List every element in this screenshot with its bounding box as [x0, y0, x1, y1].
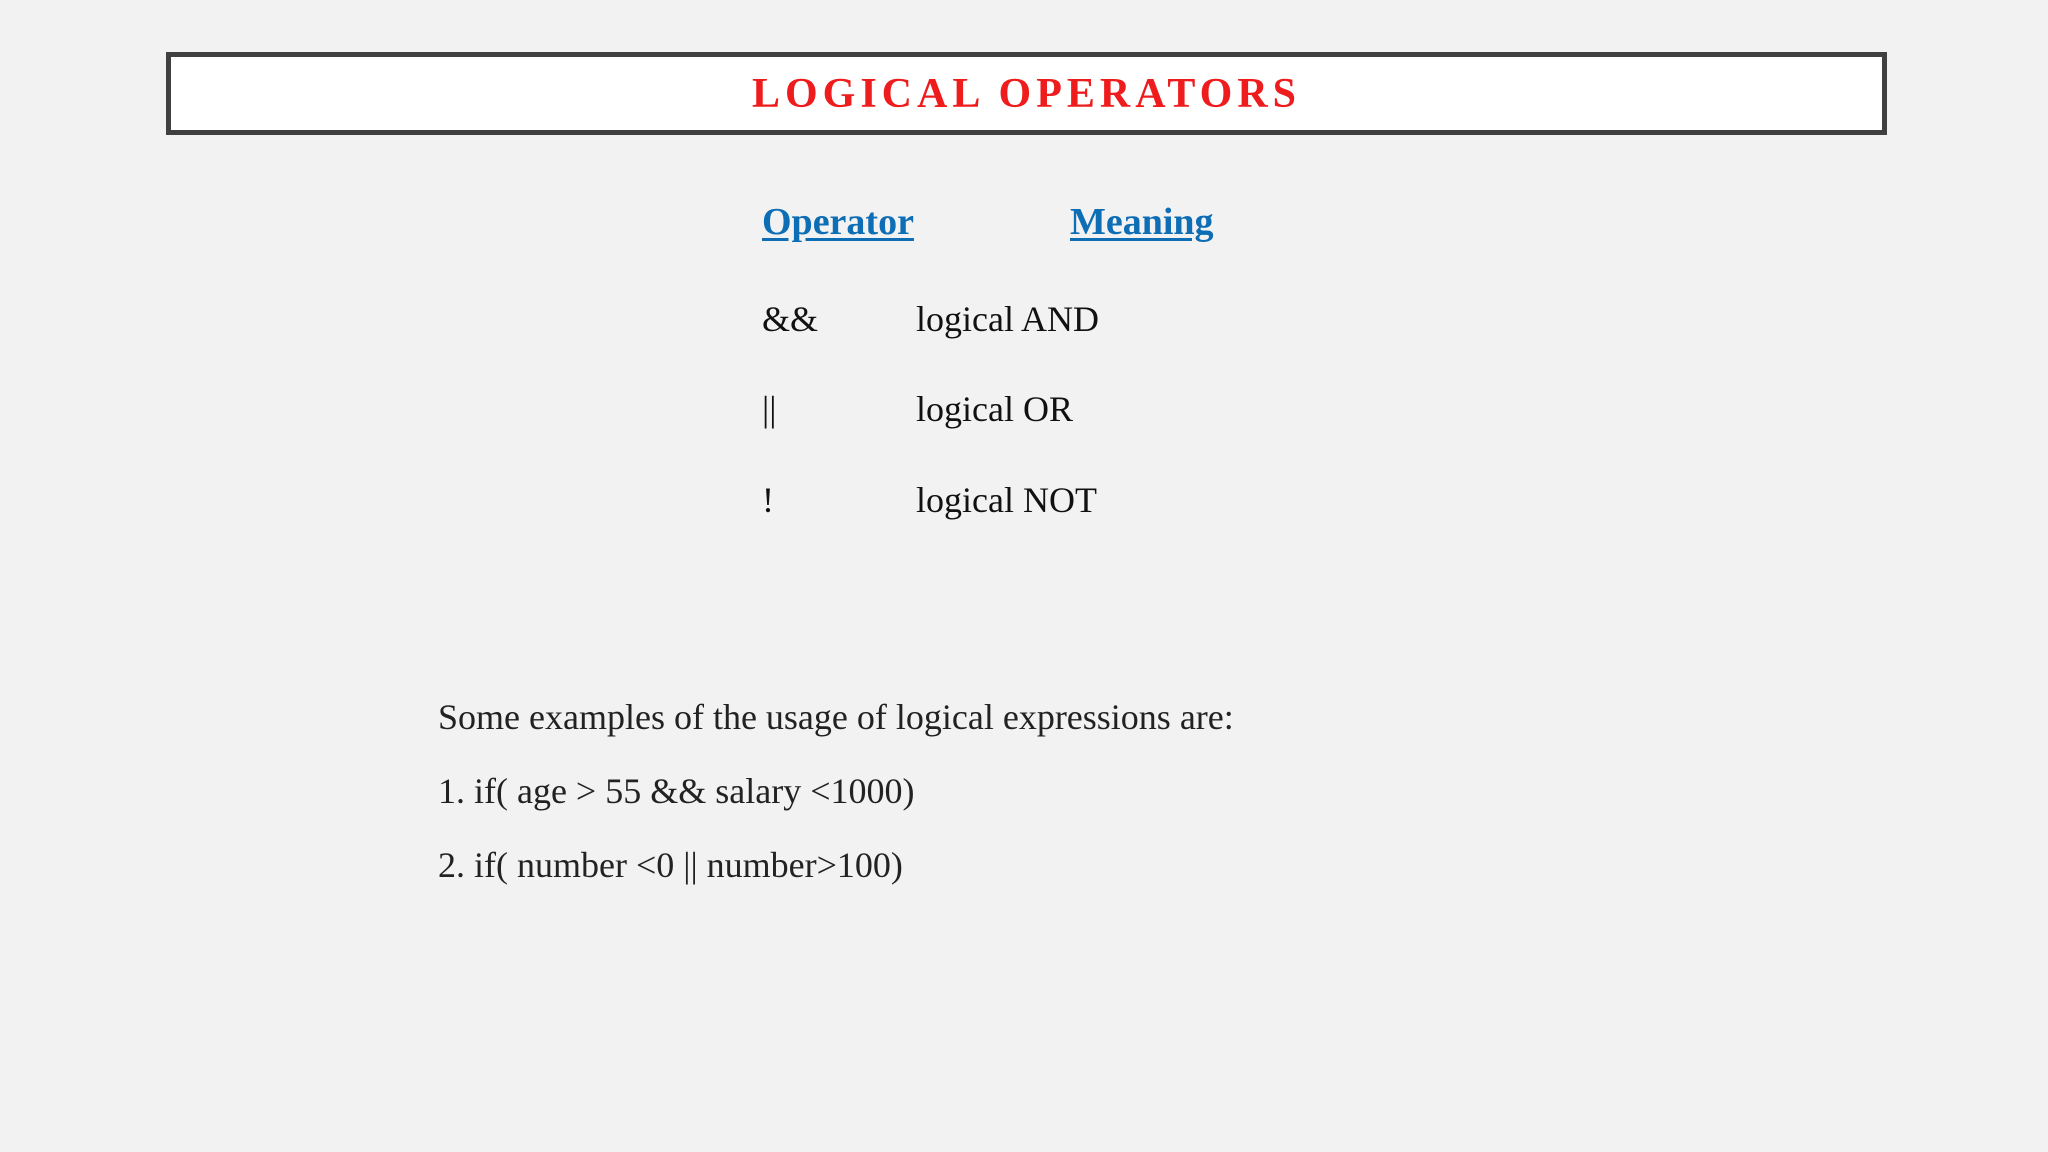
title-box: [166, 52, 1887, 135]
table-header-row: [762, 200, 1362, 260]
table-row: [762, 479, 1362, 527]
operator-meaning: logical AND: [916, 299, 1099, 339]
operator-symbol: !: [762, 480, 774, 520]
table-row: [762, 388, 1362, 436]
slide-title: LOGICAL OPERATORS: [751, 70, 1302, 117]
operator-symbol: &&: [762, 299, 819, 339]
operators-table: [762, 200, 1362, 520]
meaning-column-header: Meaning: [1070, 201, 1214, 243]
table-row: [762, 298, 1362, 346]
operator-meaning: logical OR: [916, 389, 1073, 429]
operator-meaning: logical NOT: [916, 480, 1097, 520]
operator-symbol: ||: [762, 389, 777, 429]
example-item: 2. if( number <0 || number>100): [438, 845, 903, 885]
example-item: 1. if( age > 55 && salary <1000): [438, 771, 915, 811]
examples-intro: Some examples of the usage of logical expressions are:: [438, 697, 1234, 737]
operator-column-header: Operator: [762, 201, 914, 243]
